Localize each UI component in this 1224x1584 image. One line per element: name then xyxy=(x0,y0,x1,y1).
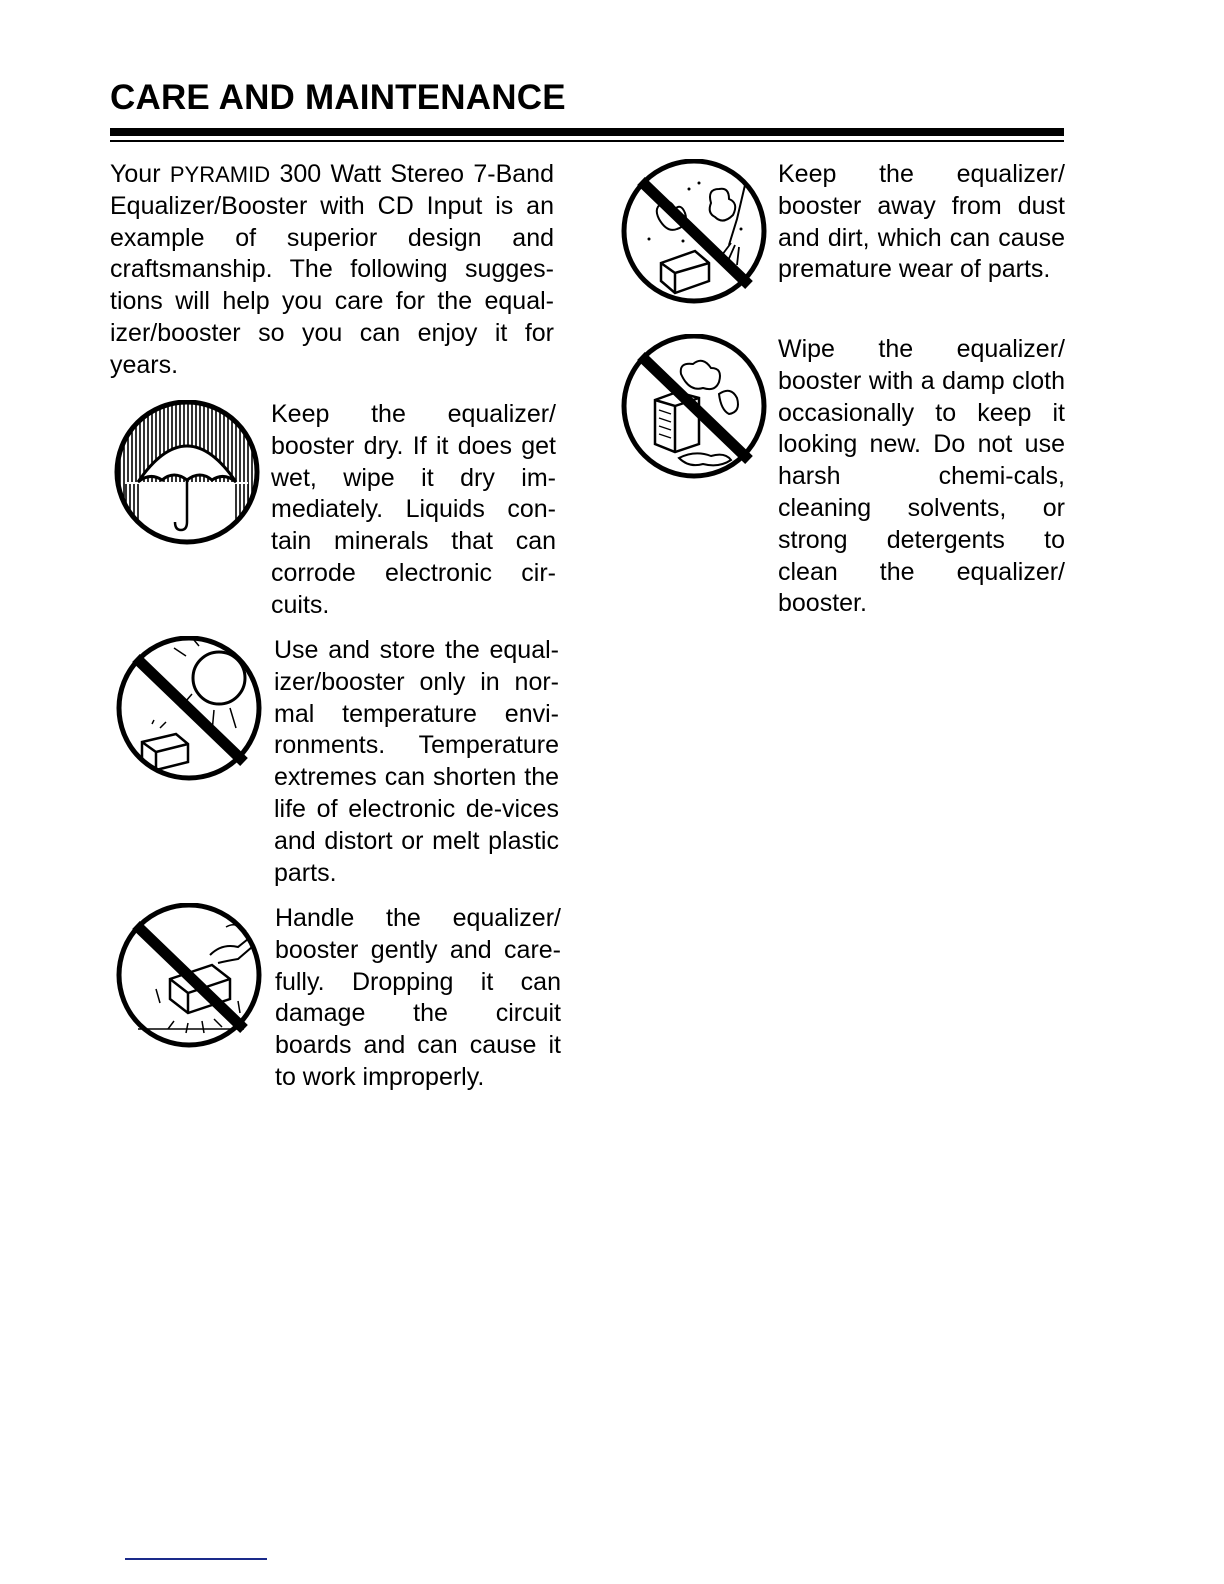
tip-wipe-clean: Wipe the equalizer/ booster with a damp cloth occasionally to keep it looking new. Do not use harsh chemi-cals, cleaning solvents, or strong detergents to clean the equalizer/ booster. xyxy=(778,335,1065,618)
no-dust-icon xyxy=(619,159,769,307)
intro-prefix: Your xyxy=(110,160,161,188)
no-drop-icon xyxy=(114,903,264,1051)
intro-paragraph xyxy=(110,159,554,382)
tip-handle-gently: Handle the equalizer/ booster gently and care-fully. Dropping it can damage the circuit boards and can cause it to work improperly. xyxy=(275,904,561,1091)
intro-text: 300 Watt Stereo 7-Band Equalizer/Booster with CD Input is an example of superior design and craftsmanship. The following sugges-tions will help you care for the equal-izer/booster so you can enjoy it for years. xyxy=(110,160,554,379)
tip-keep-dust-free: Keep the equalizer/ booster away from dust and dirt, which can cause premature wear of parts. xyxy=(778,160,1065,284)
page-title: CARE AND MAINTENANCE xyxy=(110,78,566,117)
no-chemicals-icon xyxy=(619,334,769,482)
brand-name: PYRAMID xyxy=(169,162,271,187)
no-heat-icon xyxy=(114,636,264,784)
tip-temperature: Use and store the equal-izer/booster only in nor-mal temperature envi-ronments. Temperature extremes can shorten the life of electronic de-vices and distort or melt plastic parts. xyxy=(274,636,559,887)
tip-keep-dry: Keep the equalizer/ booster dry. If it does get wet, wipe it dry im-mediately. Liquids con-tain minerals that can corrode electronic cir-cuits. xyxy=(271,400,556,619)
umbrella-icon xyxy=(112,400,262,548)
footer-rule xyxy=(125,1558,267,1560)
title-rule-thin xyxy=(110,140,1064,142)
title-rule-thick xyxy=(110,128,1064,136)
